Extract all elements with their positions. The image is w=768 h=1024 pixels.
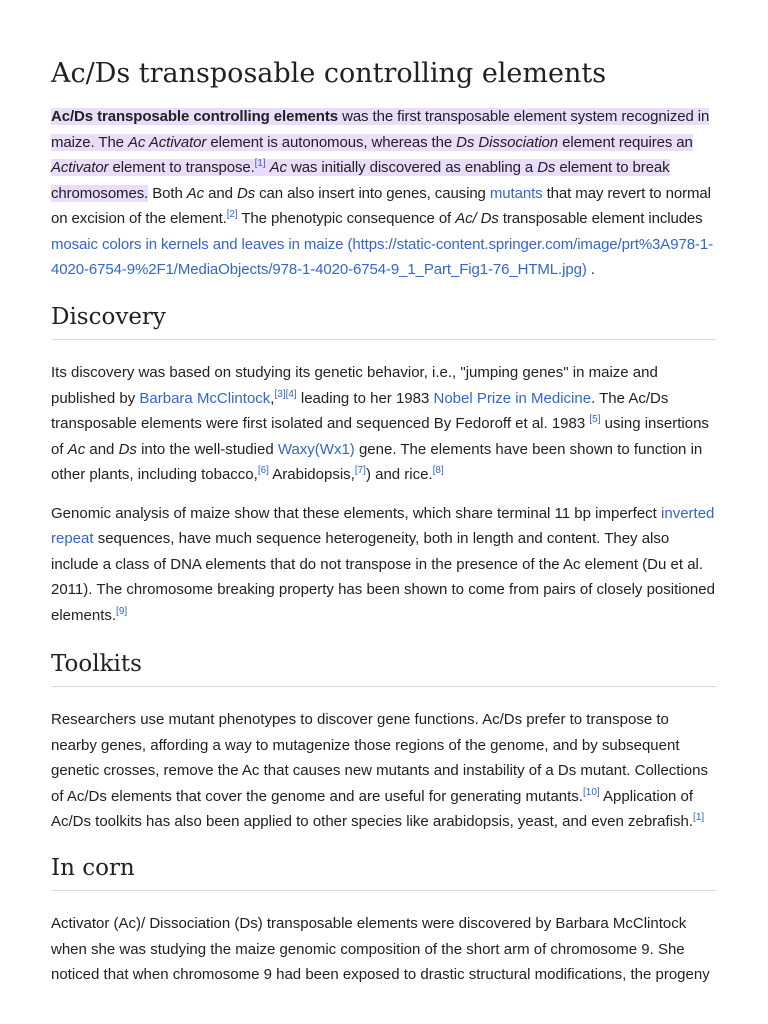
mutants-link[interactable]: mutants [489, 184, 543, 202]
toolkits-paragraph: Researchers use mutant phenotypes to discover gene functions. Ac/Ds prefer to transpose to nearby genes, affording a way to mutagenize those regions of the genome, and by subsequent genetic crosses, remove the Ac that causes new mutants and instability of a Ds mutant. Collections of Ac/Ds elements that cover the genome and are useful for generating mutants.[10] Application of Ac/Ds toolkits has also been applied to other species like arabidopsis, yeast, and even zebrafish.[1] [51, 711, 708, 830]
intro-section [51, 104, 717, 283]
citation-2[interactable]: [2] [226, 209, 238, 220]
inverted-repeat-link[interactable]: inverted repeat [51, 504, 715, 547]
nobel-prize-link[interactable]: Nobel Prize in Medicine [433, 389, 592, 407]
citation-4[interactable]: [4] [285, 388, 297, 400]
discovery-paragraph-1: Its discovery was based on studying its genetic behavior, i.e., "jumping genes" in maize and published by Barbara McClintock,[3][4] leading to her 1983 Nobel Prize in Medicine. The Ac/Ds transposable elements were first isolated and sequenced By Fedoroff et al. 1983 [5] using insertions of Ac and Ds into the well-studied Waxy(Wx1) gene. The elements have been shown to function in other plants, including tobacco,[6] Arabidopsis,[7]) and rice.[8] [51, 364, 709, 483]
waxy-link[interactable]: Waxy(Wx1) [277, 440, 355, 458]
citation-8[interactable]: [8] [432, 465, 444, 476]
citation-1[interactable]: [1] [254, 158, 266, 169]
toolkits-section [51, 649, 717, 835]
highlighted-text: Ac/Ds transposable controlling elements was the first transposable element system recognized in maize. The Ac Activator element is autonomous, whereas the Ds Dissociation element requires an Activator element to transpose.[1] Ac was initially discovered as enabling a Ds element to break chromosomes. [51, 108, 710, 202]
citation-5[interactable]: [5] [589, 414, 601, 425]
toolkits-heading: Toolkits [51, 649, 717, 687]
page-title: Ac/Ds transposable controlling elements [51, 58, 607, 89]
citation-9[interactable]: [9] [116, 605, 128, 617]
intro-paragraph: Ac/Ds transposable controlling elements was the first transposable element system recognized in maize. The Ac Activator element is autonomous, whereas the Ds Dissociation element requires an Activator element to transpose.[1] Ac was initially discovered as enabling a Ds element to break chromosomes. Both Ac and Ds can also insert into genes, causing mutants that may revert to normal on excision of the element.[2] The phenotypic consequence of Ac/ Ds transposable element includes mosaic colors in kernels and leaves in maize (https://static-content.springer.com/image/prt%3A978-1-4020-6754-9%2F1/MediaObjects/978-1-4020-6754-9_1_Part_Fig1-76_HTML.jpg) . [51, 108, 713, 278]
discovery-paragraph-2: Genomic analysis of maize show that these elements, which share terminal 11 bp imperfect inverted repeat sequences, have much sequence heterogeneity, both in length and content. They also include a class of DNA elements that do not transpose in the presence of the Ac element (Du et al. 2011). The chromosome breaking property has been shown to come from pairs of closely positioned elements.[9] [51, 504, 715, 624]
citation-3[interactable]: [3] [274, 388, 286, 400]
in-corn-paragraph: Activator (Ac)/ Dissociation (Ds) transposable elements were discovered by Barbara McClintock when she was studying the maize genomic composition of the short arm of chromosome 9. She noticed that when chromosome 9 had been exposed to drastic structural modifications, the progeny [51, 915, 710, 983]
discovery-heading: Discovery [51, 302, 717, 340]
mcclintock-link[interactable]: Barbara McClintock [139, 389, 271, 407]
citation-1b[interactable]: [1] [693, 812, 705, 823]
citation-7[interactable]: [7] [354, 465, 366, 476]
citation-10[interactable]: [10] [582, 786, 600, 798]
in-corn-section [51, 853, 717, 988]
lead-bold: Ac/Ds transposable controlling elements [51, 108, 339, 125]
mosaic-colors-link[interactable]: mosaic colors in kernels and leaves in maize (https://static-content.springer.com/image/prt%3A978-1-4020-6754-9%2F1/MediaObjects/978-1-4020-6754-9_1_Part_Fig1-76_HTML.jpg) [51, 235, 713, 278]
citation-6[interactable]: [6] [257, 465, 269, 476]
discovery-section [51, 302, 717, 628]
in-corn-heading: In corn [51, 853, 717, 891]
